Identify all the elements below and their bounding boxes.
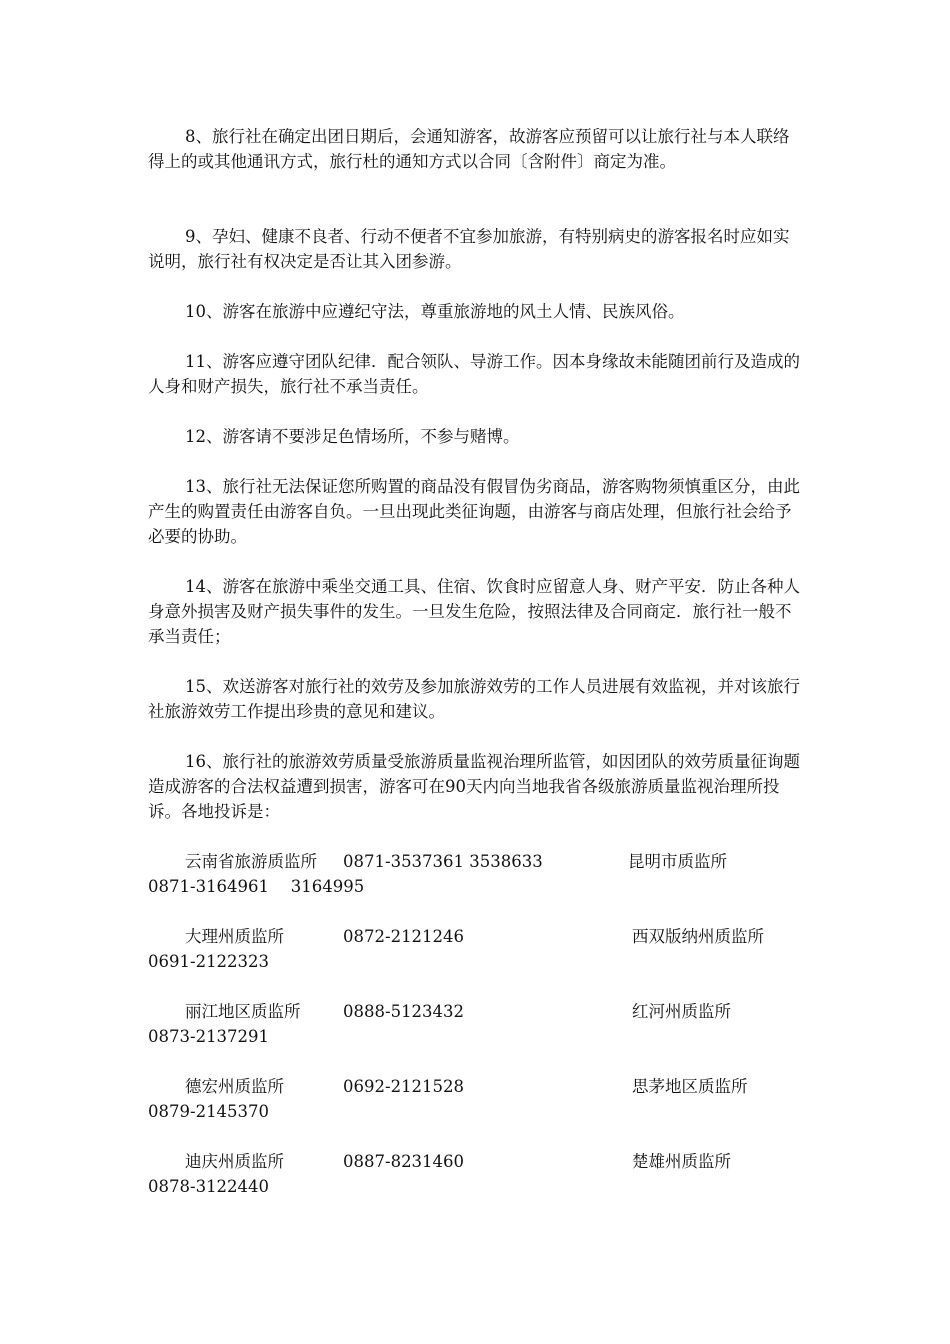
paragraph-16: 16、旅行社的旅游效劳质量受旅游质量监视治理所监管，如因团队的效劳质量征询题造成游客的合法权益遭到损害，游客可在90天内向当地我省各级旅游质量监视治理所投诉。各地投诉是：: [148, 752, 800, 821]
office-phone: 0887-8231460: [343, 1152, 465, 1171]
office-name: 大理州质监所: [185, 927, 284, 946]
office-phone: 0871-3164961 3164995: [148, 877, 365, 896]
paragraph-13: 13、旅行社无法保证您所购置的商品没有假冒伪劣商品，游客购物须慎重区分，由此产生的购置责任由游客自负。一旦出现此类征询题，由游客与商店处理，但旅行社会给予必要的协助。: [148, 477, 800, 546]
office-phone: 0878-3122440: [148, 1177, 270, 1196]
paragraph-8: 8、旅行社在确定出团日期后，会通知游客，故游客应预留可以让旅行社与本人联络得上的或其他通讯方式，旅行杜的通知方式以合同〔含附件〕商定为准。: [148, 127, 790, 171]
office-name: 红河州质监所: [632, 1002, 731, 1021]
contact-row: [148, 999, 802, 1049]
office-phone: 0888-5123432: [343, 1002, 465, 1021]
paragraph-12: 12、游客请不要涉足色情场所，不参与赌博。: [185, 427, 520, 446]
contact-row: [148, 849, 802, 899]
contact-row: [148, 924, 802, 974]
office-phone: 0692-2121528: [343, 1077, 465, 1096]
office-name: 丽江地区质监所: [185, 1002, 301, 1021]
office-phone: 0871-3537361 3538633: [343, 852, 543, 871]
contact-row: [148, 1074, 802, 1124]
contact-row: [148, 1149, 802, 1199]
paragraph-9: 9、孕妇、健康不良者、行动不便者不宜参加旅游，有特别病史的游客报名时应如实说明，旅行社有权决定是否让其入团参游。: [148, 227, 790, 271]
office-phone: 0691-2122323: [148, 952, 270, 971]
office-name: 云南省旅游质监所: [185, 852, 317, 871]
office-name: 昆明市质监所: [628, 852, 727, 871]
office-name: 西双版纳州质监所: [632, 927, 764, 946]
paragraph-10: 10、游客在旅游中应遵纪守法，尊重旅游地的风土人情、民族风俗。: [185, 302, 685, 321]
office-name: 迪庆州质监所: [185, 1152, 284, 1171]
paragraph-15: 15、欢送游客对旅行社的效劳及参加旅游效劳的工作人员进展有效监视，并对该旅行社旅游效劳工作提出珍贵的意见和建议。: [148, 677, 800, 721]
office-name: 德宏州质监所: [185, 1077, 284, 1096]
office-phone: 0879-2145370: [148, 1102, 270, 1121]
office-name: 楚雄州质监所: [632, 1152, 731, 1171]
office-phone: 0872-2121246: [343, 927, 465, 946]
office-phone: 0873-2137291: [148, 1027, 270, 1046]
paragraph-11: 11、游客应遵守团队纪律．配合领队、导游工作。因本身缘故未能随团前行及造成的人身和财产损失，旅行社不承当责任。: [148, 352, 800, 396]
paragraph-14: 14、游客在旅游中乘坐交通工具、住宿、饮食时应留意人身、财产平安．防止各种人身意外损害及财产损失事件的发生。一旦发生危险，按照法律及合同商定．旅行社一般不承当责任；: [148, 577, 800, 646]
office-name: 思茅地区质监所: [632, 1077, 748, 1096]
